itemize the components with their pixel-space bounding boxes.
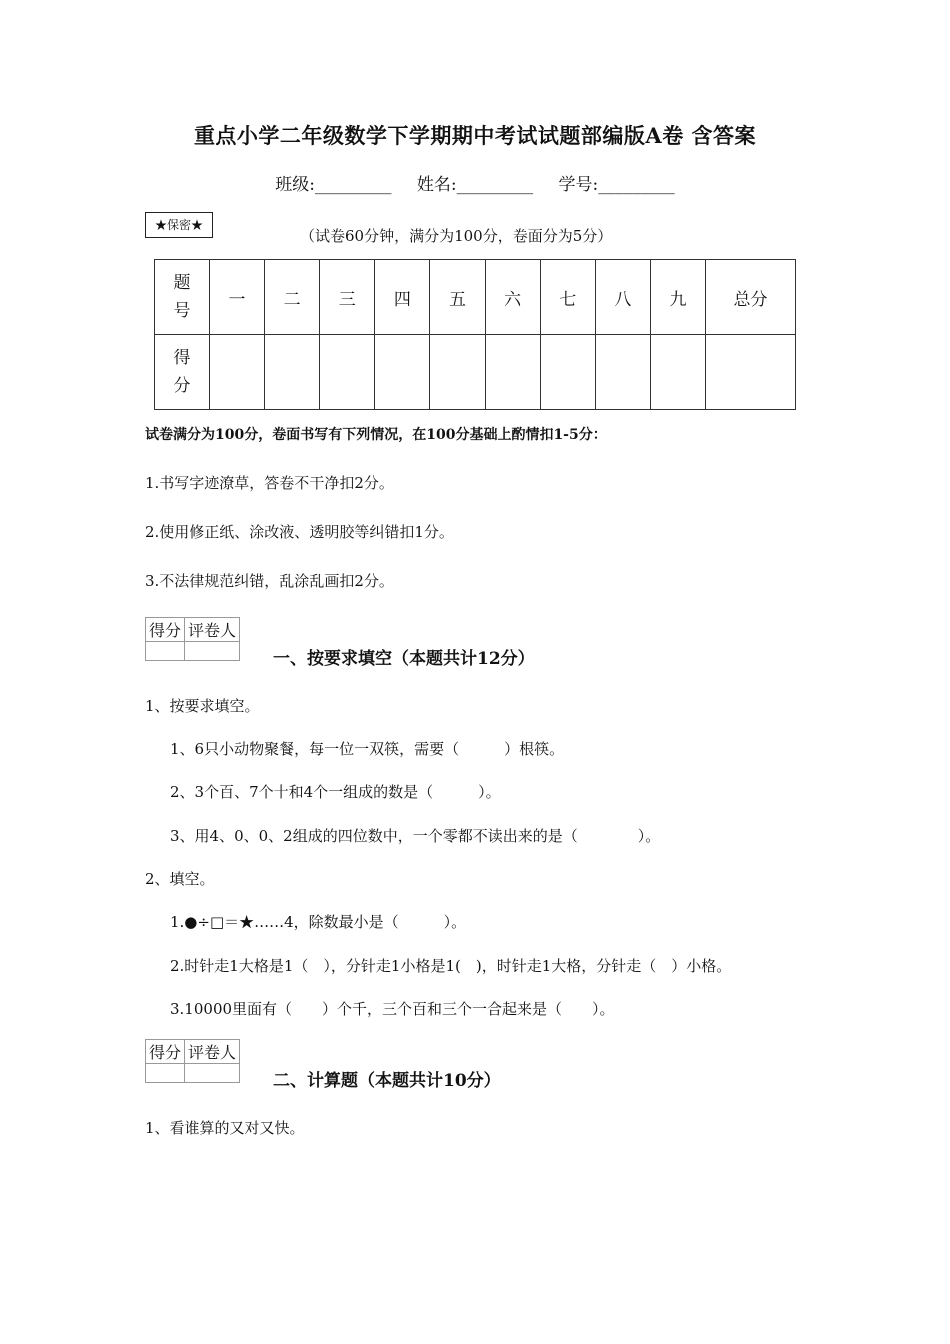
student-number-field: 学号:_________	[558, 175, 675, 195]
grader-name-label: 评卷人	[185, 1040, 240, 1064]
grader-score-label: 得分	[146, 1040, 185, 1064]
score-table-header-cell: 五	[430, 260, 485, 335]
score-cell	[650, 335, 705, 410]
question-1-item: 3、用4、0、0、2组成的四位数中，一个零都不读出来的是（ ）。	[170, 827, 661, 845]
score-table-header-cell: 总分	[706, 260, 796, 335]
section-2-question-1: 1、看谁算的又对又快。	[145, 1119, 305, 1137]
rule-item: 2.使用修正纸、涂改液、透明胶等纠错扣1分。	[145, 523, 454, 541]
score-table-header-cell: 二	[265, 260, 320, 335]
question-2: 2、填空。	[145, 870, 215, 888]
section-1-title: 一、按要求填空（本题共计12分）	[273, 649, 535, 669]
page-title: 重点小学二年级数学下学期期中考试试题部编版A卷 含答案	[193, 123, 757, 148]
score-cell	[265, 335, 320, 410]
score-cell	[430, 335, 485, 410]
score-cell	[210, 335, 265, 410]
grader-box	[145, 1039, 240, 1083]
section-2-title: 二、计算题（本题共计10分）	[273, 1071, 501, 1091]
grader-score-label: 得分	[146, 618, 185, 642]
grader-box	[145, 617, 240, 661]
question-1: 1、按要求填空。	[145, 697, 260, 715]
question-1-item: 1、6只小动物聚餐，每一位一双筷，需要（ ）根筷。	[170, 740, 565, 758]
rule-item: 3.不法律规范纠错，乱涂乱画扣2分。	[145, 572, 394, 590]
score-table-header-cell: 八	[595, 260, 650, 335]
score-table-row-label: 得分	[155, 335, 210, 410]
rules-heading: 试卷满分为100分，卷面书写有下列情况，在100分基础上酌情扣1-5分：	[145, 427, 607, 443]
question-1-item: 2、3个百、7个十和4个一组成的数是（ ）。	[170, 783, 501, 801]
score-table	[154, 259, 796, 410]
score-table-header-cell: 七	[540, 260, 595, 335]
score-cell	[540, 335, 595, 410]
question-2-item: 3.10000里面有（ ）个千，三个百和三个一合起来是（ ）。	[170, 1000, 615, 1018]
score-table-header-cell: 四	[375, 260, 430, 335]
class-field: 班级:_________	[275, 175, 392, 195]
grader-name-label: 评卷人	[185, 618, 240, 642]
name-field: 姓名:_________	[416, 175, 534, 195]
rule-item: 1.书写字迹潦草，答卷不干净扣2分。	[145, 474, 394, 492]
question-2-item: 2.时针走1大格是1（ ），分针走1小格是1( )，时针走1大格，分针走（ ）小格。	[170, 957, 732, 975]
question-2-item: 1.●÷□＝★……4，除数最小是（ ）。	[170, 913, 467, 931]
score-cell	[706, 335, 796, 410]
score-table-row-label: 题号	[155, 260, 210, 335]
score-cell	[320, 335, 375, 410]
secret-badge: ★保密★	[145, 212, 213, 238]
score-table-header-cell: 三	[320, 260, 375, 335]
student-info	[0, 170, 950, 195]
score-table-header-cell: 九	[650, 260, 705, 335]
score-cell	[595, 335, 650, 410]
score-table-header-cell: 六	[485, 260, 540, 335]
score-table-header-cell: 一	[210, 260, 265, 335]
score-cell	[485, 335, 540, 410]
exam-note: （试卷60分钟，满分为100分，卷面分为5分）	[300, 227, 613, 245]
score-cell	[375, 335, 430, 410]
